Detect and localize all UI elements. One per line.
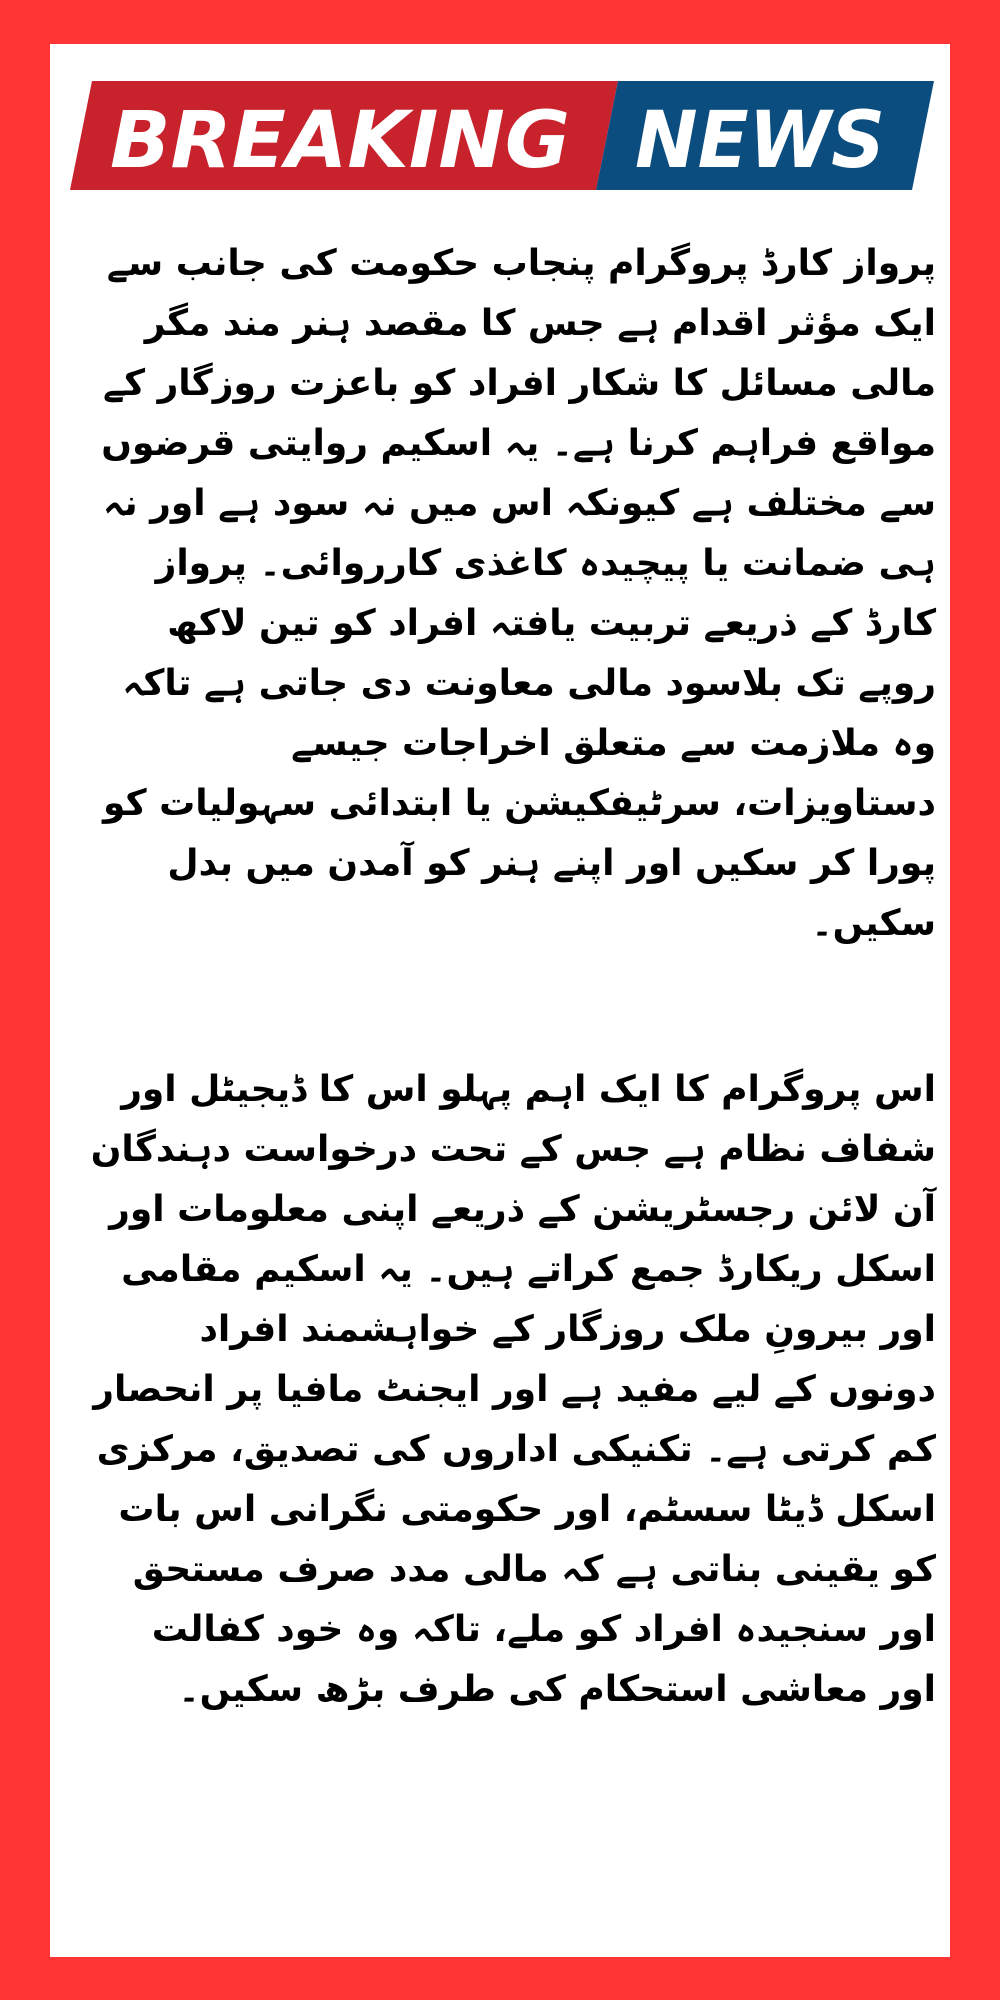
breaking-news-graphic — [70, 81, 934, 190]
article-body — [64, 234, 936, 1720]
news-card — [50, 44, 950, 1957]
breaking-news-banner — [70, 81, 934, 190]
banner-word-news: NEWS — [635, 96, 885, 186]
article-paragraph-2: اس پروگرام کا ایک اہم پہلو اس کا ڈیجیٹل اور شفاف نظام ہے جس کے تحت درخواست دہندگان آن لائن رجسٹریشن کے ذریعے اپنی معلومات اور اسکل ریکارڈ جمع کراتے ہیں۔ یہ اسکیم مقامی اور بیرونِ ملک روزگار کے خواہشمند افراد دونوں کے لیے مفید ہے اور ایجنٹ مافیا پر انحصار کم کرتی ہے۔ تکنیکی اداروں کی تصدیق، مرکزی اسکل ڈیٹا سسٹم، اور حکومتی نگرانی اس بات کو یقینی بناتی ہے کہ مالی مدد صرف مستحق اور سنجیدہ افراد کو ملے، تاکہ وہ خود کفالت اور معاشی استحکام کی طرف بڑھ سکیں۔ — [90, 1069, 936, 1710]
article-paragraph-1: پرواز کارڈ پروگرام پنجاب حکومت کی جانب سے ایک مؤثر اقدام ہے جس کا مقصد ہنر مند مگر مالی مسائل کا شکار افراد کو باعزت روزگار کے مواقع فراہم کرنا ہے۔ یہ اسکیم روایتی قرضوں سے مختلف ہے کیونکہ اس میں نہ سود ہے اور نہ ہی ضمانت یا پیچیدہ کاغذی کارروائی۔ پرواز کارڈ کے ذریعے تربیت یافتہ افراد کو تین لاکھ روپے تک بلاسود مالی معاونت دی جاتی ہے تاکہ وہ ملازمت سے متعلق اخراجات جیسے دستاویزات، سرٹیفکیشن یا ابتدائی سہولیات کو پورا کر سکیں اور اپنے ہنر کو آمدن میں بدل سکیں۔ — [101, 243, 936, 944]
banner-word-breaking: BREAKING — [110, 96, 570, 186]
